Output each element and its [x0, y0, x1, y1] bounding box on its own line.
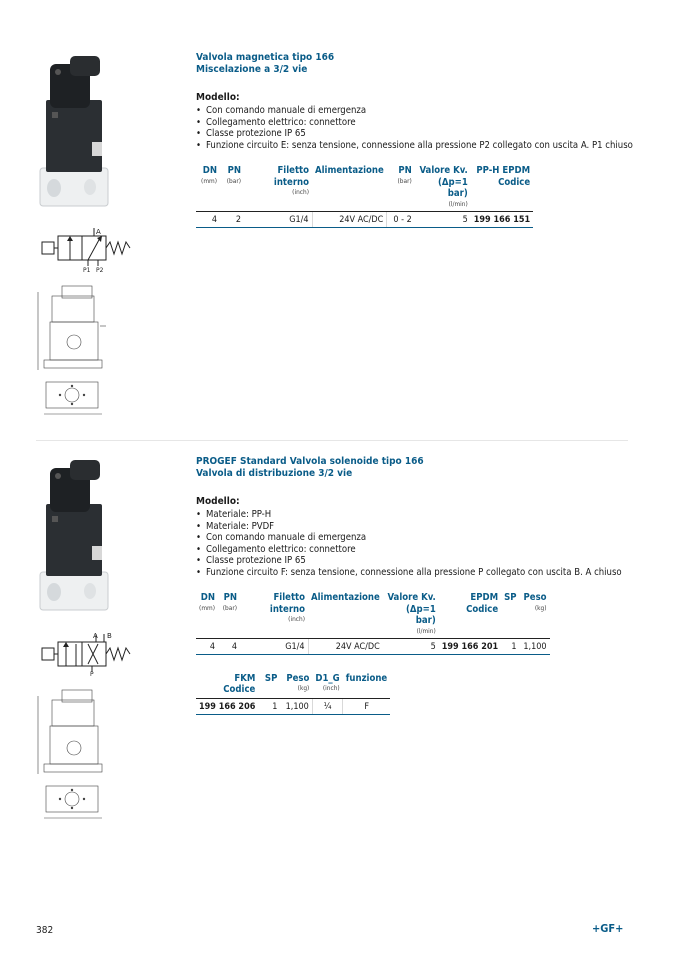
- valve-photo: [34, 454, 126, 614]
- gf-logo: +GF+: [592, 922, 624, 935]
- col-header-fkm-code: FKM Codice: [196, 673, 258, 699]
- table-row: 4 2 G1/4 24V AC/DC 0 - 2 5 199 166 151: [196, 211, 533, 227]
- circuit-symbol: [40, 226, 132, 272]
- col-header-d1g: D1_G (inch): [312, 673, 342, 699]
- spec-table-fkm: [196, 673, 390, 715]
- col-header-thread: Filetto interno (inch): [240, 592, 308, 638]
- port-label-b: B: [107, 632, 112, 640]
- col-header-sp: SP: [258, 673, 280, 699]
- section-divider: [36, 440, 628, 441]
- spec-table: [196, 165, 533, 228]
- port-label-p: P: [90, 671, 94, 676]
- technical-drawing: [34, 686, 112, 826]
- technical-drawing: [34, 282, 112, 422]
- col-header-weight: Peso (kg): [280, 673, 312, 699]
- col-header-pn-range: PN (bar): [387, 165, 415, 211]
- product-title: PROGEF Standard Valvola solenoide tipo 166: [196, 456, 424, 467]
- feature-item: • Materiale: PVDF: [196, 521, 636, 533]
- feature-item: • Collegamento elettrico: connettore: [196, 117, 636, 129]
- spec-table: [196, 592, 550, 655]
- product-subtitle: Valvola di distribuzione 3/2 vie: [196, 468, 353, 479]
- col-header-dn: DN (mm): [196, 592, 218, 638]
- col-header-dn: DN (mm): [196, 165, 220, 211]
- col-header-code: PP-H EPDM Codice: [471, 165, 533, 211]
- feature-item: • Funzione circuito F: senza tensione, connessione alla pressione P collegato con uscita B. A chiuso: [196, 567, 636, 579]
- product-text: [196, 52, 636, 228]
- col-header-thread: Filetto interno (inch): [244, 165, 312, 211]
- col-header-code: EPDM Codice: [439, 592, 501, 638]
- col-header-weight: Peso (kg): [520, 592, 550, 638]
- feature-item: • Con comando manuale di emergenza: [196, 105, 636, 117]
- col-header-power: Alimentazione: [308, 592, 383, 638]
- circuit-symbol: [40, 630, 132, 676]
- port-label-a: A: [96, 228, 101, 236]
- table-row: 4 4 G1/4 24V AC/DC 5 199 166 201 1 1,100: [196, 638, 550, 654]
- model-heading: Modello:: [196, 92, 240, 103]
- product-text: [196, 456, 636, 715]
- col-header-kv: Valore Kv. (Δp=1 bar) (l/min): [383, 592, 439, 638]
- feature-item: • Classe protezione IP 65: [196, 128, 636, 140]
- col-header-pn: PN (bar): [220, 165, 244, 211]
- port-label-a: A: [93, 632, 98, 640]
- model-heading: Modello:: [196, 496, 240, 507]
- port-label-p1: P1: [83, 267, 91, 272]
- page-number: 382: [36, 925, 54, 936]
- col-header-sp: SP: [501, 592, 519, 638]
- table-row: 199 166 206 1 1,100 ¼ F: [196, 698, 390, 714]
- product-section-166-mixing: [0, 48, 677, 438]
- feature-item: • Materiale: PP-H: [196, 509, 636, 521]
- feature-list: [196, 105, 636, 151]
- port-label-p2: P2: [96, 267, 104, 272]
- col-header-function: funzione: [343, 673, 391, 699]
- feature-item: • Classe protezione IP 65: [196, 555, 636, 567]
- product-subtitle: Miscelazione a 3/2 vie: [196, 64, 308, 75]
- feature-item: • Funzione circuito E: senza tensione, connessione alla pressione P2 collegato con uscita A. P1 chiuso: [196, 140, 636, 152]
- col-header-kv: Valore Kv. (Δp=1 bar) (l/min): [415, 165, 471, 211]
- valve-photo: [34, 50, 126, 210]
- col-header-pn: PN (bar): [218, 592, 240, 638]
- feature-list: [196, 509, 636, 578]
- col-header-power: Alimentazione: [312, 165, 387, 211]
- product-title: Valvola magnetica tipo 166: [196, 52, 335, 63]
- feature-item: • Con comando manuale di emergenza: [196, 532, 636, 544]
- feature-item: • Collegamento elettrico: connettore: [196, 544, 636, 556]
- product-section-progef-166: [0, 452, 677, 842]
